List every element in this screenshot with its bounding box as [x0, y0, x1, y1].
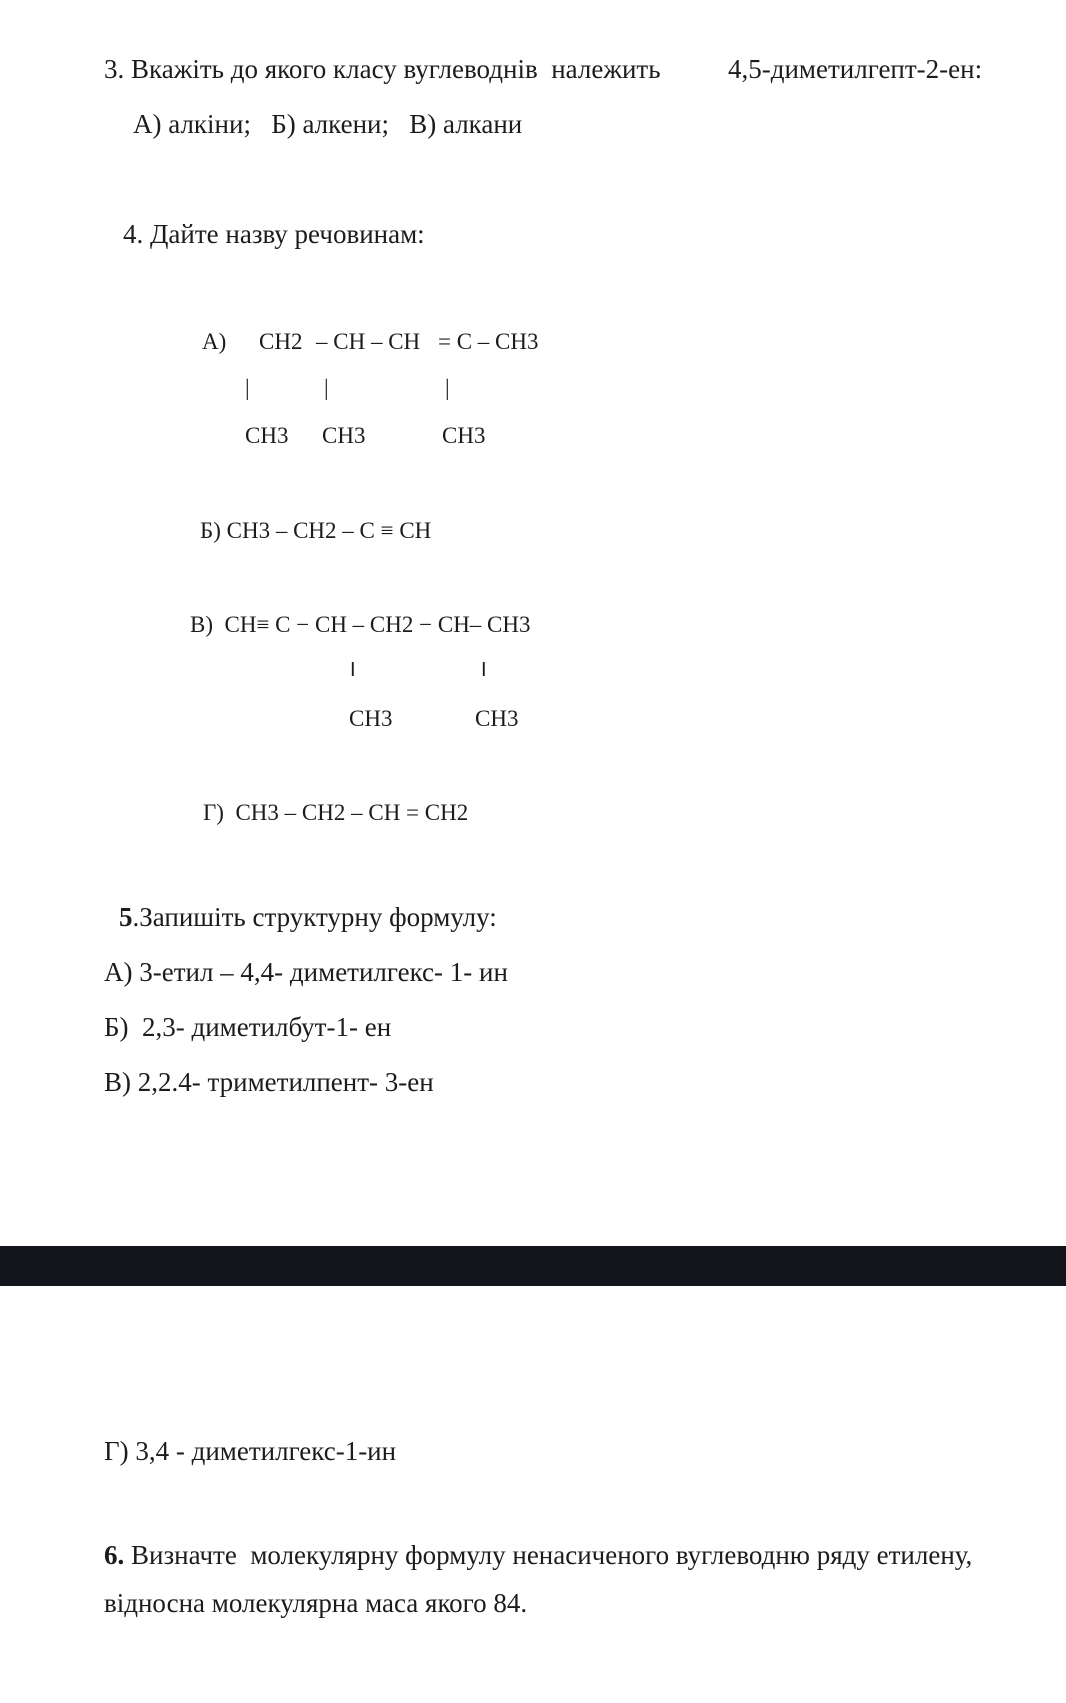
- q4-v-bond-1: I: [350, 659, 356, 681]
- q4-v-sub-1: CH3: [349, 706, 393, 731]
- q6-line-1-text: Визначте молекулярну формулу ненасиченого вуглеводню ряду етилену,: [124, 1540, 973, 1570]
- q4-a-sub-1: CH3: [245, 423, 289, 448]
- q5-item-b: Б) 2,3- диметилбут-1- ен: [104, 1012, 392, 1042]
- q6-line-1: [104, 1542, 972, 1569]
- q4-a-bond-2: |: [324, 375, 329, 400]
- q4-a-sub-2: CH3: [322, 423, 366, 448]
- q3-options: А) алкіни; Б) алкени; В) алкани: [133, 109, 523, 139]
- q4-v-sub-2: CH3: [475, 706, 519, 731]
- q3-compound: 4,5-диметилгепт-2-ен:: [728, 54, 983, 84]
- q5-item-g: Г) 3,4 - диметилгекс-1-ин: [104, 1436, 397, 1466]
- q5-title-text: .Запишіть структурну формулу:: [132, 902, 497, 932]
- q4-title: 4. Дайте назву речовинам:: [123, 219, 425, 249]
- separator-bar: [0, 1246, 1066, 1286]
- q4-b-formula: Б) CH3 – CH2 – C ≡ CH: [200, 518, 432, 543]
- q3-text: 3. Вкажіть до якого класу вуглеводнів належить: [104, 54, 661, 84]
- q5-item-a: А) 3-етил – 4,4- диметилгекс- 1- ин: [104, 957, 508, 987]
- q4-a-sub-3: CH3: [442, 423, 486, 448]
- q4-v-bond-2: I: [481, 659, 487, 681]
- q4-v-formula: В) CH≡ C − CH – CH2 − CH– CH3: [190, 612, 531, 637]
- q4-a-part3: = C – CH3: [438, 329, 539, 354]
- q6-number: 6.: [104, 1540, 125, 1570]
- q4-a-part1: CH2: [259, 329, 303, 354]
- q4-a-bond-3: |: [445, 375, 450, 400]
- q4-a-bond-1: |: [245, 375, 250, 400]
- q6-line-2: відносна молекулярна маса якого 84.: [104, 1588, 528, 1618]
- q5-title: [119, 904, 497, 931]
- q4-a-label: А): [202, 329, 227, 354]
- q5-number: 5: [119, 902, 133, 932]
- q4-a-part2: – CH – CH: [316, 329, 421, 354]
- q4-g-formula: Г) CH3 – CH2 – CH = CH2: [203, 800, 469, 825]
- q5-item-v: В) 2,2.4- триметилпент- 3-ен: [104, 1067, 434, 1097]
